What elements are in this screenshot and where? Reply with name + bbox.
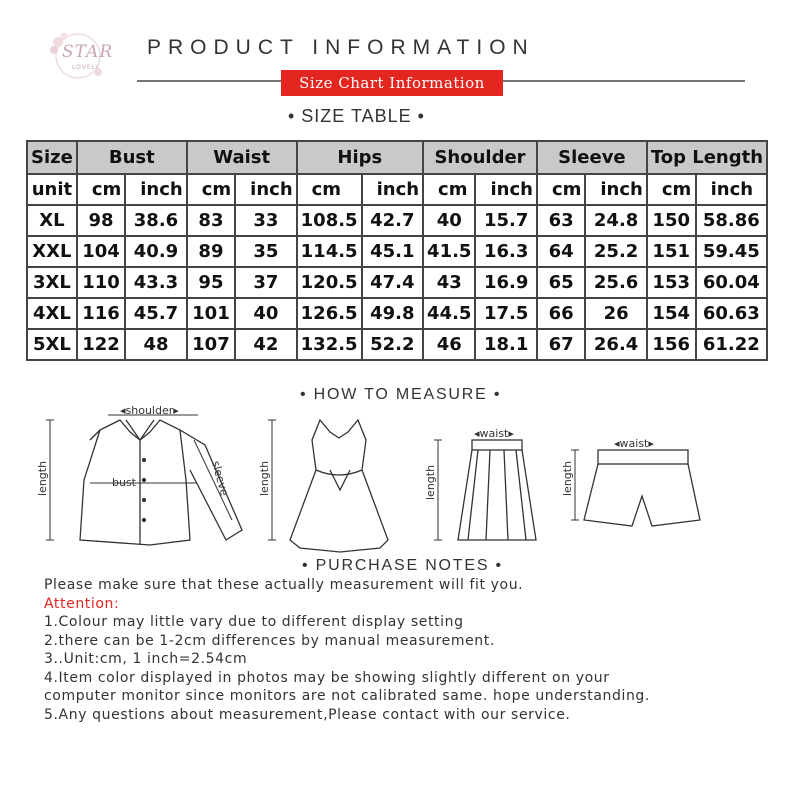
header-cell: Waist: [187, 141, 297, 174]
header-cell: Sleeve: [537, 141, 647, 174]
header-cell: Shoulder: [423, 141, 537, 174]
table-cell: 122: [77, 329, 125, 360]
note-item: 3..Unit:cm, 1 inch=2.54cm: [44, 651, 248, 667]
table-cell: 5XL: [27, 329, 77, 360]
table-cell: 60.04: [696, 267, 767, 298]
table-cell: 60.63: [696, 298, 767, 329]
length-label: length: [258, 460, 271, 496]
table-cell: unit: [27, 174, 77, 205]
table-cell: XXL: [27, 236, 77, 267]
purchase-notes-heading: • PURCHASE NOTES •: [302, 557, 503, 574]
table-cell: 95: [187, 267, 235, 298]
table-cell: 59.45: [696, 236, 767, 267]
table-cell: 48: [125, 329, 186, 360]
table-cell: 132.5: [297, 329, 362, 360]
table-cell: 52.2: [362, 329, 423, 360]
table-cell: 65: [537, 267, 585, 298]
table-cell: cm: [423, 174, 475, 205]
table-cell: 40: [423, 205, 475, 236]
table-cell: 41.5: [423, 236, 475, 267]
table-cell: cm: [537, 174, 585, 205]
note-item: computer monitor since monitors are not calibrated same. hope understanding.: [44, 688, 650, 704]
table-cell: 26.4: [585, 329, 646, 360]
table-cell: 15.7: [475, 205, 536, 236]
table-row: [27, 205, 767, 236]
table-cell: cm: [187, 174, 235, 205]
logo-text: STAR: [62, 42, 114, 62]
table-cell: 43.3: [125, 267, 186, 298]
table-cell: cm: [647, 174, 696, 205]
table-cell: cm: [77, 174, 125, 205]
note-item: 5.Any questions about measurement,Please contact with our service.: [44, 706, 571, 723]
table-cell: 107: [187, 329, 235, 360]
shoulder-label: ◂shoulder▸: [120, 404, 179, 417]
notes-intro: Please make sure that these actually measurement will fit you.: [44, 577, 524, 593]
table-cell: 26: [585, 298, 646, 329]
table-cell: 126.5: [297, 298, 362, 329]
table-cell: inch: [125, 174, 186, 205]
table-cell: 37: [235, 267, 296, 298]
shorts-icon: [571, 450, 700, 526]
logo-subtext: LOVELY: [72, 64, 100, 71]
table-cell: 25.2: [585, 236, 646, 267]
table-cell: 104: [77, 236, 125, 267]
header-cell: Hips: [297, 141, 423, 174]
table-cell: 42: [235, 329, 296, 360]
table-cell: inch: [475, 174, 536, 205]
how-to-measure-heading: • HOW TO MEASURE •: [300, 386, 502, 403]
table-cell: 3XL: [27, 267, 77, 298]
table-cell: 114.5: [297, 236, 362, 267]
waist-label: ◂waist▸: [614, 437, 654, 450]
table-cell: 24.8: [585, 205, 646, 236]
size-table: [26, 140, 768, 361]
unit-row: [27, 174, 767, 205]
table-cell: 116: [77, 298, 125, 329]
table-cell: 42.7: [362, 205, 423, 236]
table-cell: 154: [647, 298, 696, 329]
table-cell: 58.86: [696, 205, 767, 236]
size-table-heading: • SIZE TABLE •: [288, 106, 425, 126]
table-cell: 64: [537, 236, 585, 267]
table-cell: 33: [235, 205, 296, 236]
table-cell: 45.1: [362, 236, 423, 267]
table-cell: 89: [187, 236, 235, 267]
length-label: length: [561, 460, 574, 496]
note-item: 2.there can be 1-2cm differences by manual measurement.: [44, 632, 495, 649]
table-cell: 25.6: [585, 267, 646, 298]
table-row: [27, 236, 767, 267]
table-cell: 18.1: [475, 329, 536, 360]
table-cell: 66: [537, 298, 585, 329]
purchase-notes: [44, 576, 650, 724]
table-cell: 120.5: [297, 267, 362, 298]
table-cell: 150: [647, 205, 696, 236]
table-cell: inch: [235, 174, 296, 205]
table-cell: 83: [187, 205, 235, 236]
table-cell: inch: [362, 174, 423, 205]
table-cell: 67: [537, 329, 585, 360]
waist-label: ◂waist▸: [474, 427, 514, 440]
table-cell: 151: [647, 236, 696, 267]
skirt-icon: [434, 440, 536, 540]
table-cell: 49.8: [362, 298, 423, 329]
length-label: length: [424, 464, 437, 500]
table-cell: 16.3: [475, 236, 536, 267]
note-item: 4.Item color displayed in photos may be showing slightly different on your: [44, 669, 610, 686]
table-header-row: [27, 141, 767, 174]
table-cell: 47.4: [362, 267, 423, 298]
table-cell: 35: [235, 236, 296, 267]
shirt-icon: [46, 415, 242, 545]
sleeve-label: sleeve: [209, 459, 231, 498]
table-row: [27, 267, 767, 298]
page-title: PRODUCT INFORMATION: [147, 36, 535, 59]
table-cell: cm: [297, 174, 362, 205]
table-cell: 38.6: [125, 205, 186, 236]
header-cell: Bust: [77, 141, 187, 174]
table-row: [27, 329, 767, 360]
attention-label: Attention:: [44, 595, 120, 612]
table-cell: 101: [187, 298, 235, 329]
table-cell: 4XL: [27, 298, 77, 329]
size-chart-banner: Size Chart Information: [281, 70, 503, 96]
length-label: length: [36, 460, 49, 496]
table-cell: 108.5: [297, 205, 362, 236]
table-cell: inch: [696, 174, 767, 205]
table-cell: XL: [27, 205, 77, 236]
brand-logo: [44, 28, 120, 84]
table-cell: 46: [423, 329, 475, 360]
table-cell: 45.7: [125, 298, 186, 329]
table-cell: 17.5: [475, 298, 536, 329]
table-cell: 61.22: [696, 329, 767, 360]
table-cell: 98: [77, 205, 125, 236]
table-cell: 40.9: [125, 236, 186, 267]
dress-icon: [268, 420, 388, 552]
table-cell: 16.9: [475, 267, 536, 298]
table-cell: 156: [647, 329, 696, 360]
bust-label: bust: [112, 476, 136, 489]
note-item: 1.Colour may little vary due to different display setting: [44, 614, 464, 630]
table-cell: 63: [537, 205, 585, 236]
table-cell: 110: [77, 267, 125, 298]
header-cell: Size: [27, 141, 77, 174]
table-cell: 153: [647, 267, 696, 298]
header-cell: Top Length: [647, 141, 767, 174]
table-cell: 40: [235, 298, 296, 329]
table-cell: inch: [585, 174, 646, 205]
table-cell: 44.5: [423, 298, 475, 329]
table-row: [27, 298, 767, 329]
table-cell: 43: [423, 267, 475, 298]
